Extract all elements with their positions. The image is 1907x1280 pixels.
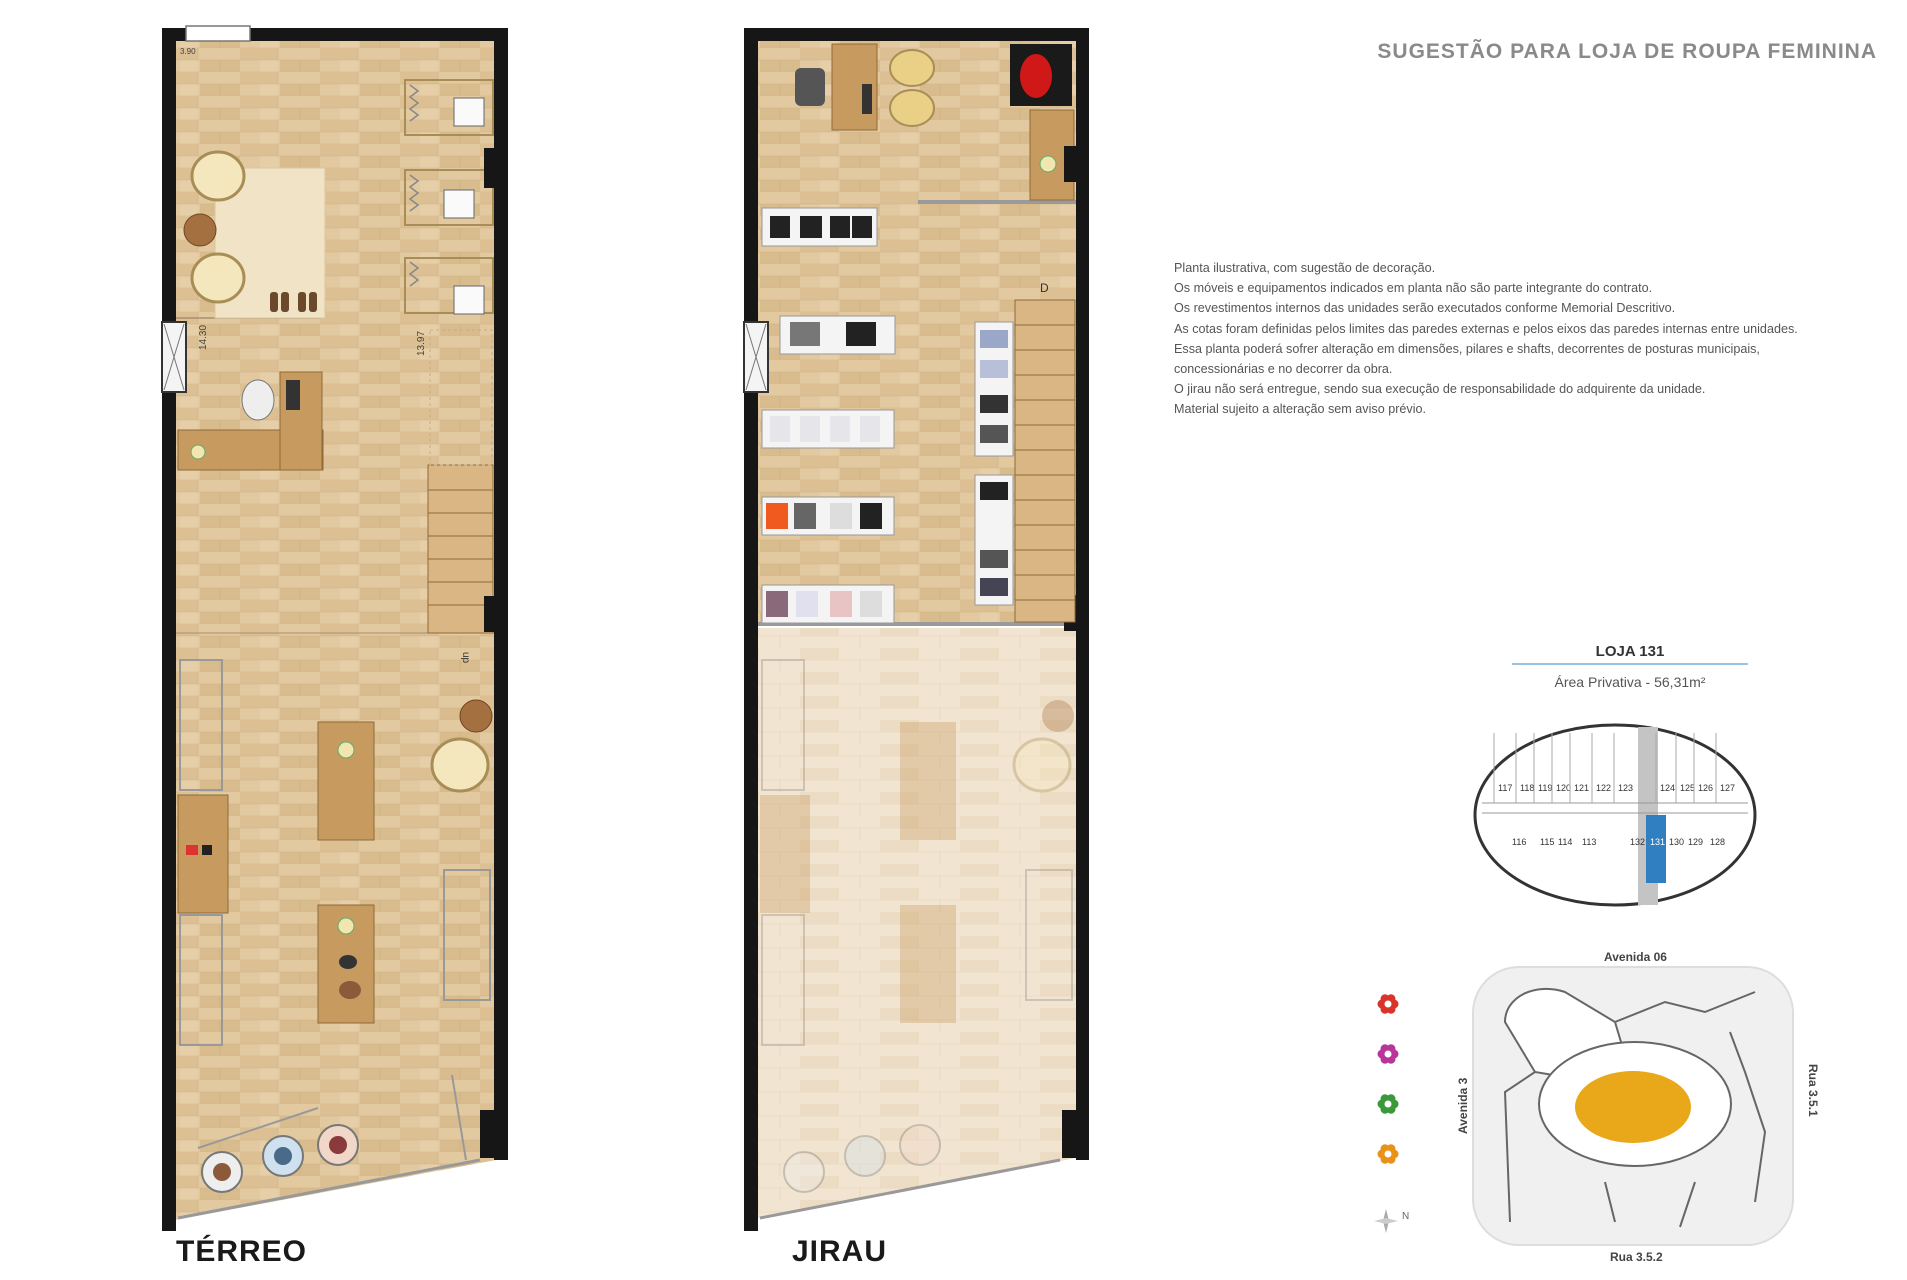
- jirau-stair-marker: D: [1040, 281, 1049, 295]
- key-plan-unit: 131: [1650, 837, 1666, 847]
- compass-label: N: [1402, 1211, 1410, 1222]
- legend-flower-orange-icon: [1378, 1144, 1399, 1163]
- jirau-plan: [744, 28, 1089, 1231]
- legend-flower-purple-icon: [1378, 1044, 1399, 1063]
- jirau-stairs: [1015, 300, 1075, 622]
- key-plan-unit: 123: [1618, 783, 1634, 793]
- key-plan-unit: 120: [1556, 783, 1572, 793]
- note-line: concessionárias e no decorrer da obra.: [1174, 362, 1393, 377]
- note-line: Os móveis e equipamentos indicados em planta não são parte integrante do contrato.: [1174, 281, 1653, 296]
- legend-flower-red-icon: [1378, 994, 1399, 1013]
- key-plan-unit: 122: [1596, 783, 1612, 793]
- key-plan-unit: 130: [1669, 837, 1685, 847]
- key-plan-unit: 124: [1660, 783, 1676, 793]
- terreo-plan: [162, 26, 508, 1231]
- jirau-left-wall: [744, 28, 758, 1231]
- key-plan: [1470, 715, 1760, 915]
- terreo-display-table-1: [318, 722, 374, 840]
- note-line: O jirau não será entregue, sendo sua execução de responsabilidade do adquirente da unidade.: [1174, 382, 1706, 397]
- key-plan-unit: 128: [1710, 837, 1726, 847]
- key-plan-unit: 121: [1574, 783, 1590, 793]
- key-plan-unit: 132: [1630, 837, 1646, 847]
- key-plan-unit: 119: [1538, 783, 1553, 793]
- key-plan-unit: 116: [1512, 837, 1527, 847]
- note-line: Os revestimentos internos das unidades serão executados conforme Memorial Descritivo.: [1174, 301, 1676, 316]
- key-plan-unit: 113: [1582, 837, 1597, 847]
- key-plan-unit: 129: [1688, 837, 1704, 847]
- unit-divider: [1512, 663, 1748, 665]
- unit-area: Área Privativa - 56,31m²: [1554, 674, 1706, 690]
- terreo-right-wall: [494, 28, 508, 1160]
- legend-flower-green-icon: [1378, 1094, 1399, 1113]
- selected-unit-highlight: [1646, 815, 1666, 883]
- key-plan-unit: 126: [1698, 783, 1714, 793]
- terreo-left-wall: [162, 28, 176, 1231]
- terreo-dim-right: 13.97: [416, 330, 427, 356]
- key-plan-unit: 127: [1720, 783, 1736, 793]
- street-left: Avenida 3: [1456, 1077, 1470, 1134]
- note-line: As cotas foram definidas pelos limites das paredes externas e pelos eixos das paredes internas entre unidades.: [1174, 321, 1798, 336]
- note-line: Planta ilustrativa, com sugestão de decoração.: [1174, 261, 1436, 275]
- note-line: Essa planta poderá sofrer alteração em dimensões, pilares e shafts, decorrentes de posturas municipais,: [1174, 341, 1760, 356]
- key-plan-unit: 118: [1520, 783, 1535, 793]
- site-map: [1465, 962, 1800, 1252]
- jirau-right-wall: [1076, 28, 1089, 1160]
- terreo-dim-top: 3.90: [180, 47, 196, 56]
- key-plan-unit: 115: [1540, 837, 1555, 847]
- street-bottom: Rua 3.5.2: [1610, 1250, 1663, 1264]
- compass-icon: [1372, 1205, 1412, 1241]
- jirau-top-wall: [744, 28, 1089, 41]
- terreo-dim-left: 14.30: [198, 324, 209, 350]
- key-plan-unit: 117: [1498, 783, 1513, 793]
- site-legend: [1370, 990, 1410, 1170]
- notes: [1174, 258, 1894, 420]
- note-line: Material sujeito a alteração sem aviso prévio.: [1174, 402, 1426, 417]
- unit-name: LOJA 131: [1595, 643, 1665, 660]
- key-plan-unit: 114: [1558, 837, 1573, 847]
- terreo-label: TÉRREO: [176, 1235, 308, 1268]
- svg-text:up: up: [460, 652, 471, 664]
- street-right: Rua 3.5.1: [1806, 1064, 1820, 1117]
- street-top: Avenida 06: [1604, 950, 1667, 964]
- key-plan-unit: 125: [1680, 783, 1696, 793]
- site-building: [1575, 1071, 1691, 1143]
- page-title: SUGESTÃO PARA LOJA DE ROUPA FEMININA: [1377, 40, 1877, 63]
- jirau-label: JIRAU: [792, 1235, 888, 1268]
